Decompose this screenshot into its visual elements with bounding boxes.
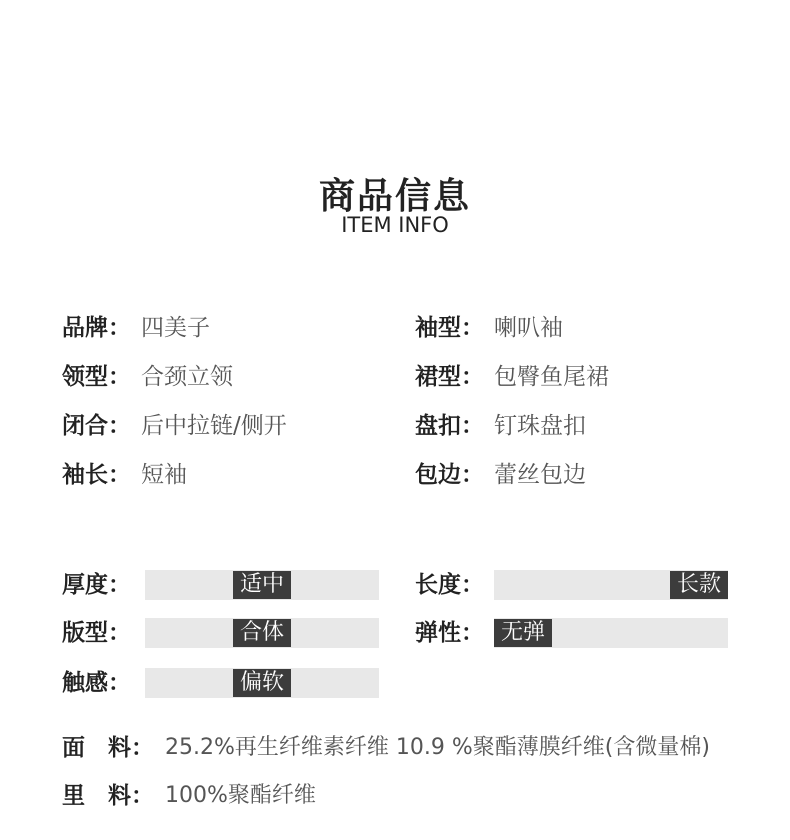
attr-value: 合颈立领	[141, 364, 233, 390]
scale-mark: 无弹	[494, 619, 552, 647]
attr-value: 短袖	[141, 462, 187, 488]
scale-label: 弹性：	[415, 620, 484, 646]
scale-bar	[145, 570, 379, 600]
scale-label: 触感：	[62, 670, 131, 696]
material-value: 25.2%再生纤维素纤维 10.9 %聚酯薄膜纤维(含微量棉)	[165, 735, 710, 760]
attr-label: 盘扣：	[415, 413, 484, 439]
attr-label: 包边：	[415, 462, 484, 488]
scale-mark: 长款	[670, 571, 728, 599]
attr-label: 袖长：	[62, 462, 131, 488]
scale-mark: 合体	[233, 619, 291, 647]
attr-value: 四美子	[141, 315, 210, 341]
page-title: 商品信息	[318, 176, 471, 217]
material-label: 里 料：	[62, 783, 154, 809]
scale-mark: 适中	[233, 571, 291, 599]
material-label: 面 料：	[62, 735, 154, 761]
attr-value: 蕾丝包边	[494, 462, 586, 488]
attr-label: 袖型：	[415, 315, 484, 341]
scale-bar	[145, 668, 379, 698]
scale-mark: 偏软	[233, 669, 291, 697]
attr-value: 后中拉链/侧开	[141, 413, 287, 439]
material-value: 100%聚酯纤维	[165, 783, 316, 808]
attr-label: 闭合：	[62, 413, 131, 439]
page-subtitle: ITEM INFO	[341, 213, 449, 237]
attr-label: 裙型：	[415, 364, 484, 390]
attr-value: 包臀鱼尾裙	[494, 364, 609, 390]
attr-value: 钉珠盘扣	[494, 413, 586, 439]
scale-bar	[494, 570, 728, 600]
attr-label: 品牌：	[62, 315, 131, 341]
scale-label: 版型：	[62, 620, 131, 646]
scale-bar	[145, 618, 379, 648]
scale-bar	[494, 618, 728, 648]
attr-label: 领型：	[62, 364, 131, 390]
scale-label: 厚度：	[62, 572, 131, 598]
attr-value: 喇叭袖	[494, 315, 563, 341]
scale-label: 长度：	[415, 572, 484, 598]
